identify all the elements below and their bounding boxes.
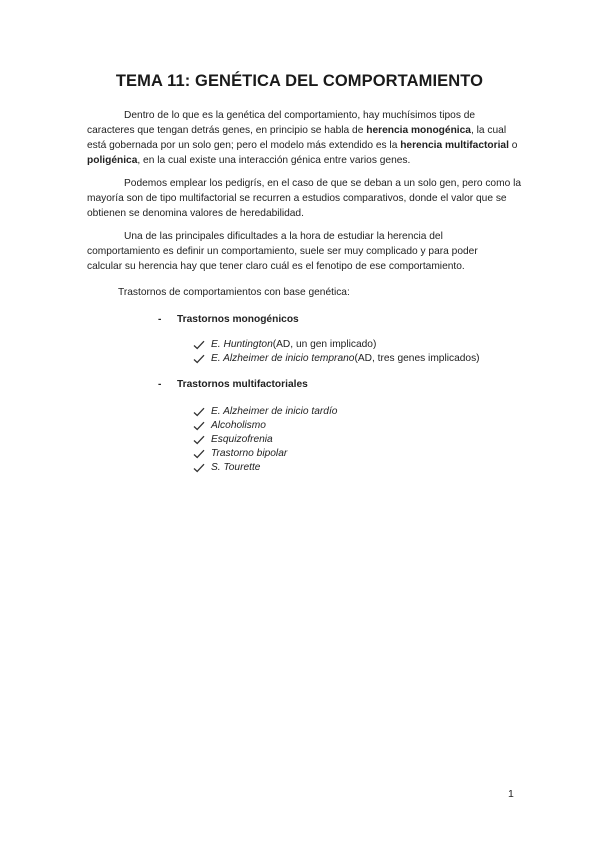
- bold-term-monogenic: herencia monogénica: [366, 125, 471, 136]
- text-span: está gobernada por un solo gen; pero el modelo más extendido es la: [87, 140, 401, 151]
- section-heading: Trastornos de comportamientos con base genética:: [118, 287, 350, 298]
- paragraph-intro-line-1: Dentro de lo que es la genética del comportamiento, hay muchísimos tipos de: [124, 110, 476, 121]
- check-icon: [193, 435, 208, 445]
- text-span: o: [508, 140, 518, 151]
- subheading-multifactorial: [158, 379, 308, 390]
- paragraph-intro-line-4: [87, 153, 515, 168]
- subheading-multifactorial-label: Trastornos multifactoriales: [177, 379, 308, 390]
- multifactorial-list: [193, 405, 337, 475]
- text-span: caracteres que tengan detrás genes, en principio se habla de: [87, 125, 367, 136]
- list-item: [193, 433, 337, 447]
- check-icon: [193, 407, 208, 417]
- subheading-monogenic: [158, 314, 299, 325]
- disorder-name: E. Alzheimer de inicio temprano: [211, 353, 355, 364]
- bold-term-polygenic: poligénica: [87, 155, 138, 166]
- check-icon: [193, 449, 208, 459]
- paragraph-intro-line-3: [87, 138, 518, 153]
- list-item: [193, 338, 480, 352]
- page-title: TEMA 11: GENÉTICA DEL COMPORTAMIENTO: [115, 72, 484, 90]
- paragraph-pedigrees-line-2: mayoría son de tipo multifactorial se recurren a estudios comparativos, donde el valor que se: [87, 193, 507, 204]
- list-item: [193, 419, 337, 433]
- list-item: [193, 352, 480, 366]
- disorder-name: Alcoholismo: [211, 420, 266, 431]
- paragraph-intro: [87, 108, 518, 168]
- paragraph-pedigrees-line-3: obtienen se denomina valores de heredabilidad.: [87, 208, 304, 219]
- disorder-name: S. Tourette: [211, 462, 261, 473]
- disorder-name: Trastorno bipolar: [211, 448, 288, 459]
- page-number: 1: [508, 788, 514, 800]
- text-span: , la cual: [470, 125, 507, 136]
- disorder-name: Esquizofrenia: [211, 434, 273, 445]
- text-span: , en la cual existe una interacción génica entre varios genes.: [137, 155, 411, 166]
- bold-term-multifactorial: herencia multifactorial: [400, 140, 509, 151]
- list-item: [193, 447, 337, 461]
- check-icon: [193, 340, 208, 350]
- paragraph-pedigrees-line-1: Podemos emplear los pedigrís, en el caso de que se deban a un solo gen, pero como la: [124, 178, 521, 189]
- paragraph-difficulties-line-1: Una de las principales dificultades a la hora de estudiar la herencia del: [124, 231, 443, 242]
- subheading-monogenic-label: Trastornos monogénicos: [177, 314, 299, 325]
- list-item: [193, 461, 337, 475]
- check-icon: [193, 463, 208, 473]
- dash-bullet: -: [158, 314, 162, 325]
- list-item: [193, 405, 337, 419]
- paragraph-difficulties-line-2: comportamiento es definir un comportamiento, suele ser muy complicado y para poder: [87, 246, 478, 257]
- check-icon: [193, 421, 208, 431]
- monogenic-list: [193, 338, 480, 366]
- paragraph-pedigrees: [87, 176, 521, 221]
- disorder-name: E. Alzheimer de inicio tardío: [211, 406, 338, 417]
- check-icon: [193, 354, 208, 364]
- paragraph-intro-line-2: [87, 123, 515, 138]
- disorder-detail: (AD, un gen implicado): [272, 339, 377, 350]
- paragraph-difficulties: [87, 229, 515, 274]
- disorder-detail: (AD, tres genes implicados): [354, 353, 480, 364]
- disorder-name: E. Huntington: [211, 339, 273, 350]
- dash-bullet: -: [158, 379, 162, 390]
- paragraph-difficulties-line-3: calcular su herencia hay que tener claro cuál es el fenotipo de ese comportamiento.: [87, 261, 465, 272]
